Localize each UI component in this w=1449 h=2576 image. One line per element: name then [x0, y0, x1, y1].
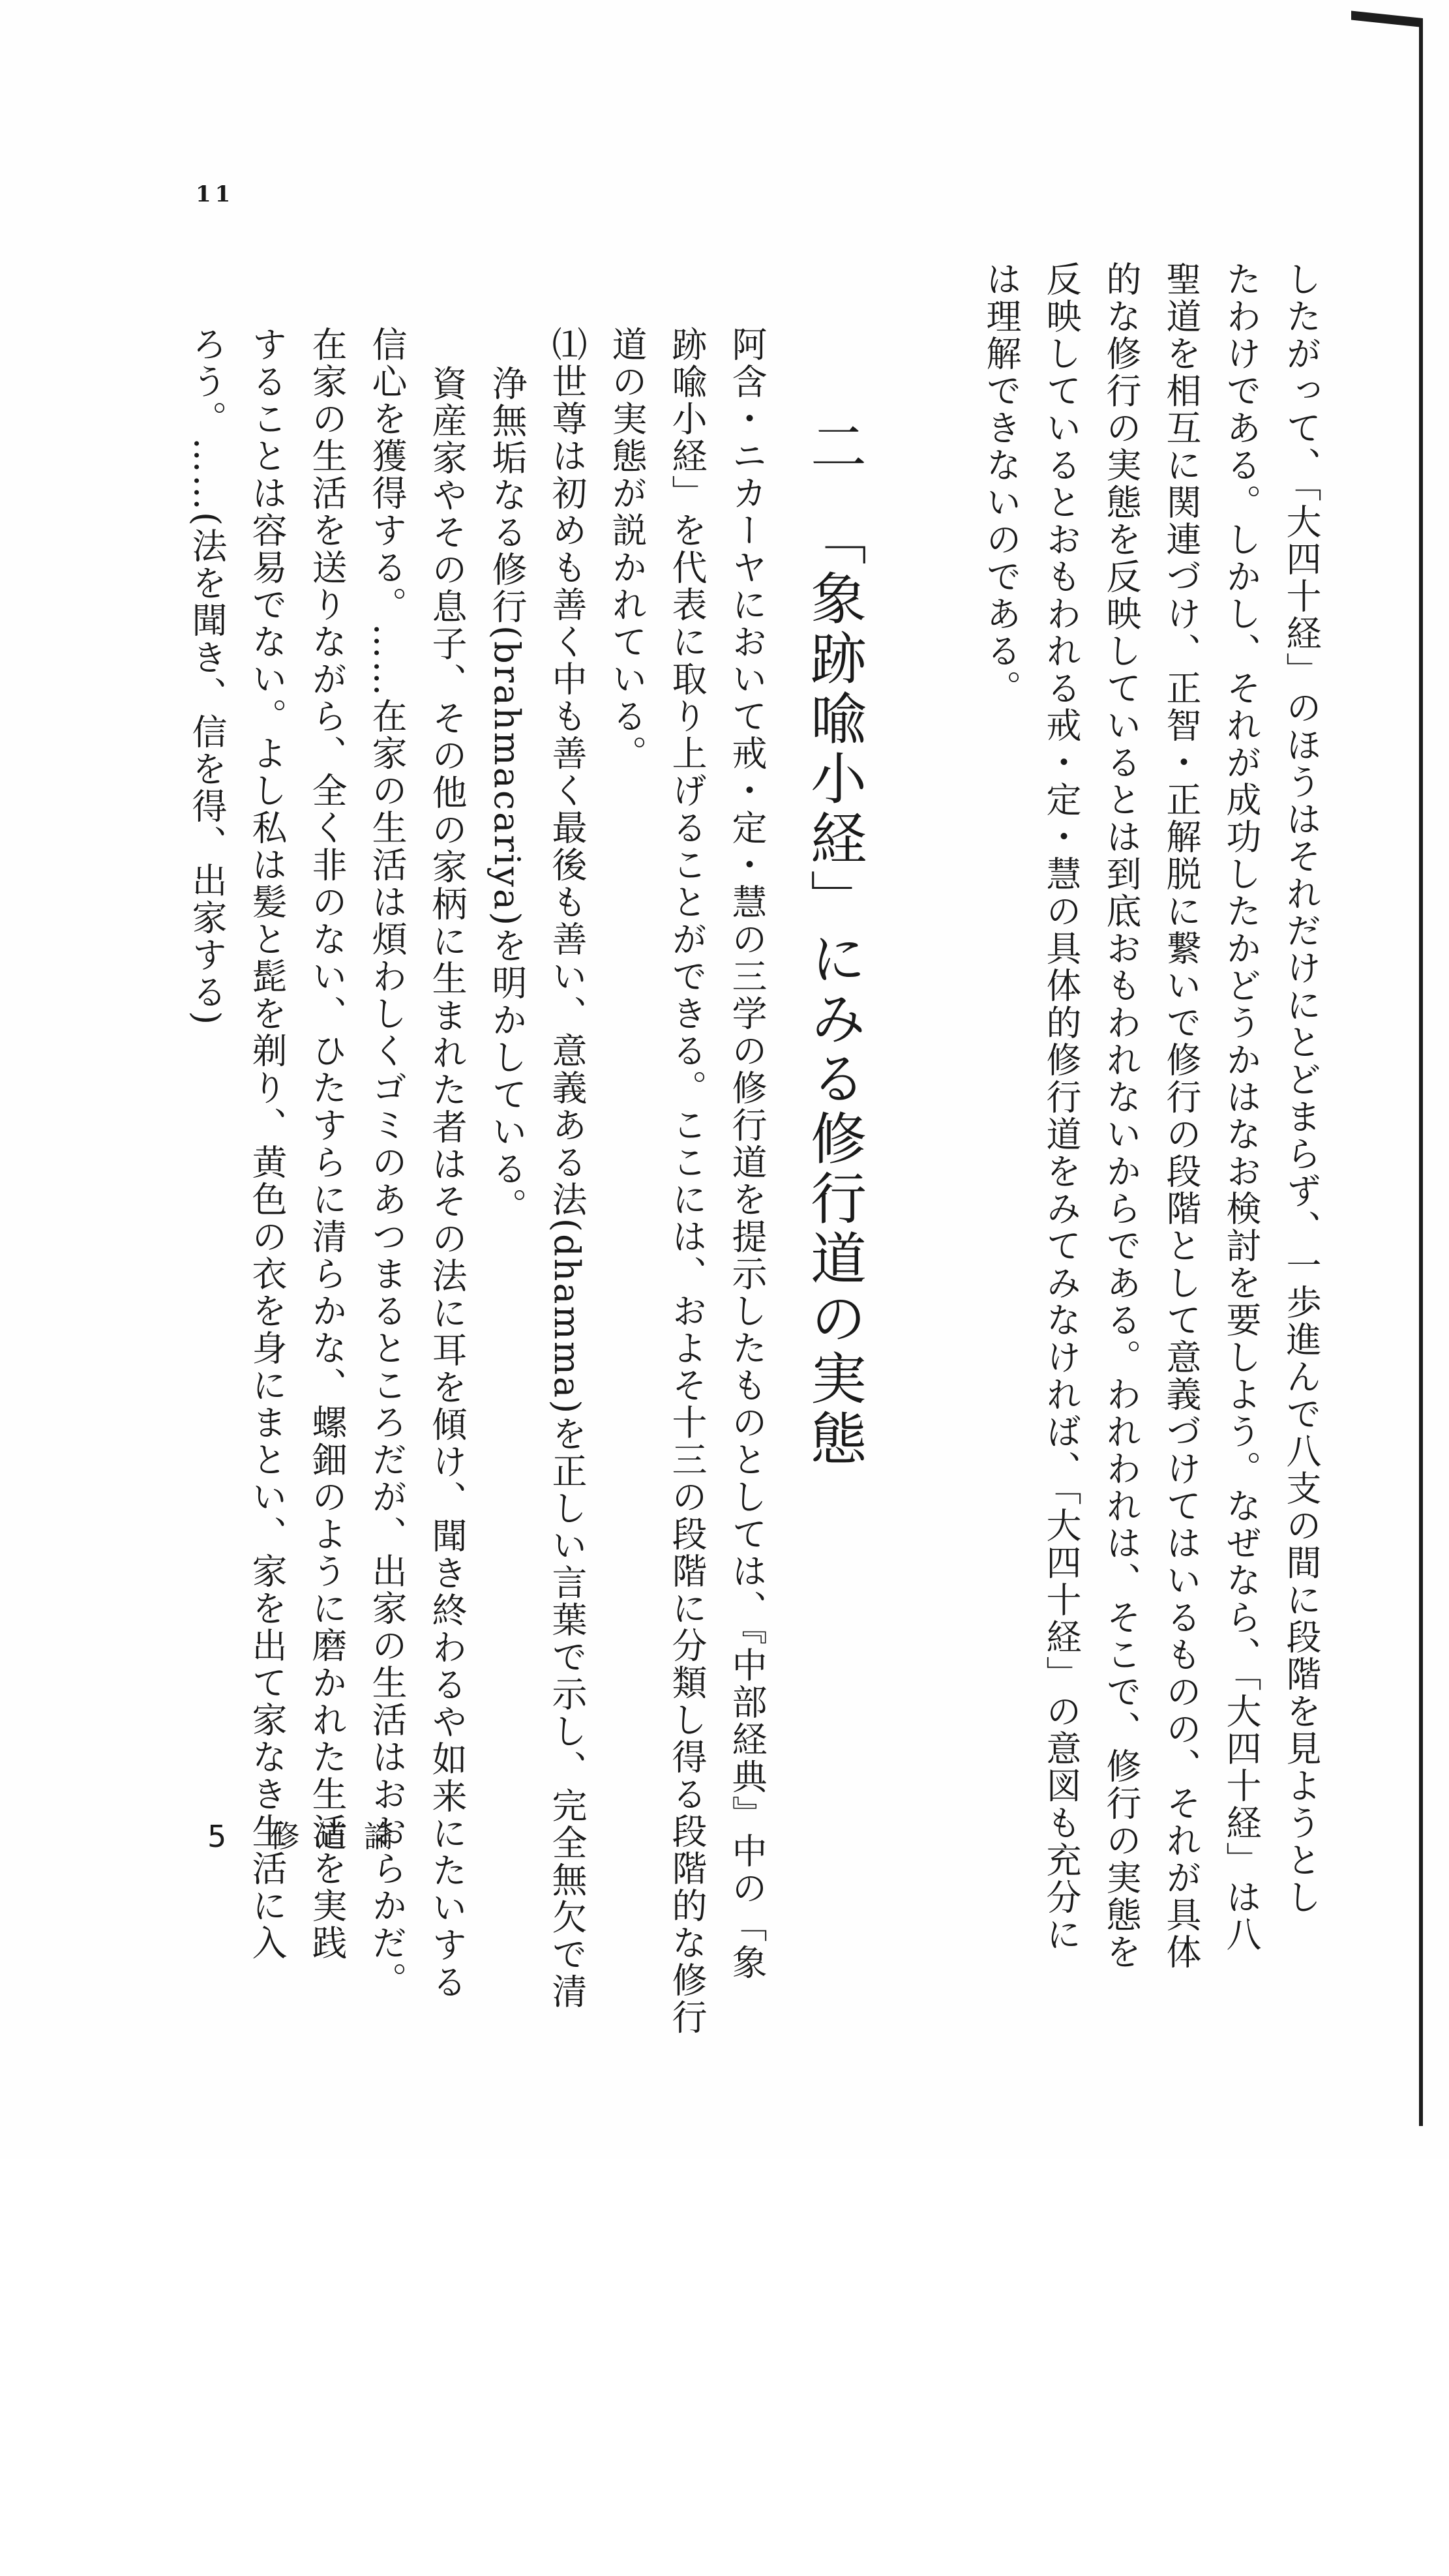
paragraph1-line-2: たわけである。しかし、それが成功したかどうかはなお検討を要しよう。なぜなら、「大四十経」は八 — [1221, 261, 1262, 1953]
quote-line-2: 浄無垢なる修行(brahmacariya)を明かしている。 — [486, 365, 528, 1225]
paragraph1-line-5: 反映しているとおもわれる戒・定・慧の具体的修行道をみてみなければ、「大四十経」の意図も充分に — [1041, 261, 1082, 1953]
quote-line-7: ろう。……(法を聞き、信を得、出家する) — [187, 326, 228, 1027]
quote-line-5: 在家の生活を送りながら、全く非のない、ひたすらに清らかな、螺鈿のように磨かれた生活を実践 — [306, 326, 348, 1962]
quote-line-6: することは容易でない。よし私は髪と髭を剃り、黄色の衣を身にまとい、家を出て家なき生活に入 — [246, 326, 288, 1962]
paragraph2-line-2: 跡喩小経」を代表に取り上げることができる。ここには、およそ十三の段階に分類し得る段階的な修行 — [666, 326, 708, 2036]
page-number: 11 — [196, 181, 235, 207]
running-head: 5 修道論 — [207, 1819, 411, 1854]
paragraph1-line-3: 聖道を相互に関連づけ、正智・正解脱に繋いで修行の段階として意義づけてはいるものの、それが具体 — [1161, 261, 1202, 1971]
paragraph2-line-1: 阿含・ニカーヤにおいて戒・定・慧の三学の修行道を提示したものとしては、『中部経典』中の「象 — [726, 326, 768, 1981]
paragraph1-line-6: は理解できないのである。 — [981, 261, 1022, 707]
page-edge-corner — [1351, 10, 1423, 27]
quote-line-1: ⑴世尊は初めも善く中も善く最後も善い、意義ある法(dhamma)を正しい言葉で示し、完全無欠で清 — [546, 326, 588, 2011]
quote-line-3: 資産家やその息子、その他の家柄に生まれた者はその法に耳を傾け、聞き終わるや如来にたいする — [426, 365, 468, 2001]
page-edge-line — [1419, 26, 1423, 2126]
paragraph1-line-4: 的な修行の実態を反映しているとは到底おもわれないからである。われわれは、そこで、修行の実態を — [1101, 261, 1142, 1971]
paragraph1-line-1: したがって、「大四十経」のほうはそれだけにとどまらず、一歩進んで八支の間に段階を見ようとし — [1281, 261, 1322, 1916]
quote-line-4: 信心を獲得する。……在家の生活は煩わしくゴミのあつまるところだが、出家の生活はおおらかだ。 — [366, 326, 408, 1999]
section-heading: 二 「象跡喩小経」にみる修行道の実態 — [801, 417, 866, 1469]
paragraph2-line-3: 道の実態が説かれている。 — [606, 326, 648, 772]
